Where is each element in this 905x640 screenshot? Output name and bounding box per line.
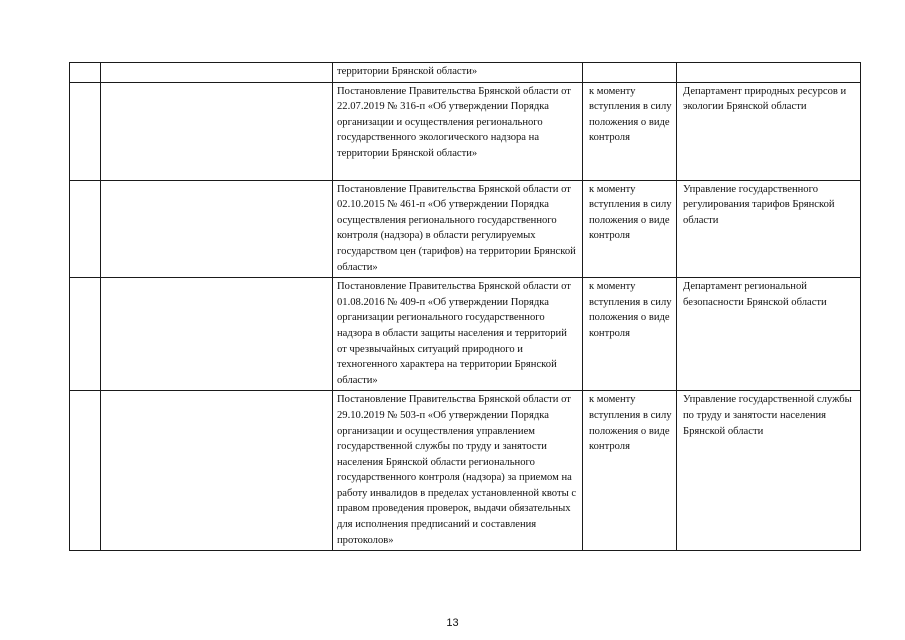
act-cell: территории Брянской области» bbox=[333, 63, 583, 83]
act-cell: Постановление Правительства Брянской области от 29.10.2019 № 503-п «Об утверждении Порядка организации и осуществления управлением государственной службы по труду и занятости населения Брянской области регионального государственного контроля (надзора) за приемом на работу инвалидов в пределах установленной квоты с правом проведения проверок, выдачи обязательных для исполнения предписаний и составления протоколов» bbox=[333, 391, 583, 551]
number-cell bbox=[70, 180, 101, 278]
term-cell: к моменту вступления в силу положения о виде контроля bbox=[583, 82, 677, 180]
act-cell: Постановление Правительства Брянской области от 01.08.2016 № 409-п «Об утверждении Порядка организации регионального государственного надзора в области защиты населения и территорий от чрезвычайных ситуаций природного и техногенного характера на территории Брянской области» bbox=[333, 278, 583, 391]
document-table bbox=[69, 62, 861, 551]
category-cell bbox=[101, 391, 333, 551]
number-cell bbox=[70, 391, 101, 551]
table-row bbox=[70, 82, 861, 180]
term-cell bbox=[583, 63, 677, 83]
term-cell: к моменту вступления в силу положения о виде контроля bbox=[583, 180, 677, 278]
responsible-body-cell bbox=[677, 63, 861, 83]
responsible-body-cell: Департамент природных ресурсов и экологии Брянской области bbox=[677, 82, 861, 180]
responsible-body-cell: Управление государственного регулирования тарифов Брянской области bbox=[677, 180, 861, 278]
page-number: 13 bbox=[446, 617, 459, 629]
responsible-body-cell: Департамент региональной безопасности Брянской области bbox=[677, 278, 861, 391]
table-row bbox=[70, 278, 861, 391]
term-cell: к моменту вступления в силу положения о виде контроля bbox=[583, 278, 677, 391]
table-row bbox=[70, 391, 861, 551]
category-cell bbox=[101, 278, 333, 391]
number-cell bbox=[70, 63, 101, 83]
act-cell: Постановление Правительства Брянской области от 22.07.2019 № 316-п «Об утверждении Порядка организации и осуществления регионального государственного экологического надзора на территории Брянской области» bbox=[333, 82, 583, 180]
number-cell bbox=[70, 82, 101, 180]
category-cell bbox=[101, 180, 333, 278]
table-row bbox=[70, 63, 861, 83]
number-cell bbox=[70, 278, 101, 391]
table-row bbox=[70, 180, 861, 278]
category-cell bbox=[101, 82, 333, 180]
responsible-body-cell: Управление государственной службы по труду и занятости населения Брянской области bbox=[677, 391, 861, 551]
term-cell: к моменту вступления в силу положения о виде контроля bbox=[583, 391, 677, 551]
category-cell bbox=[101, 63, 333, 83]
act-cell: Постановление Правительства Брянской области от 02.10.2015 № 461-п «Об утверждении Порядка осуществления регионального государственного контроля (надзора) в области регулируемых государством цен (тарифов) на территории Брянской области» bbox=[333, 180, 583, 278]
